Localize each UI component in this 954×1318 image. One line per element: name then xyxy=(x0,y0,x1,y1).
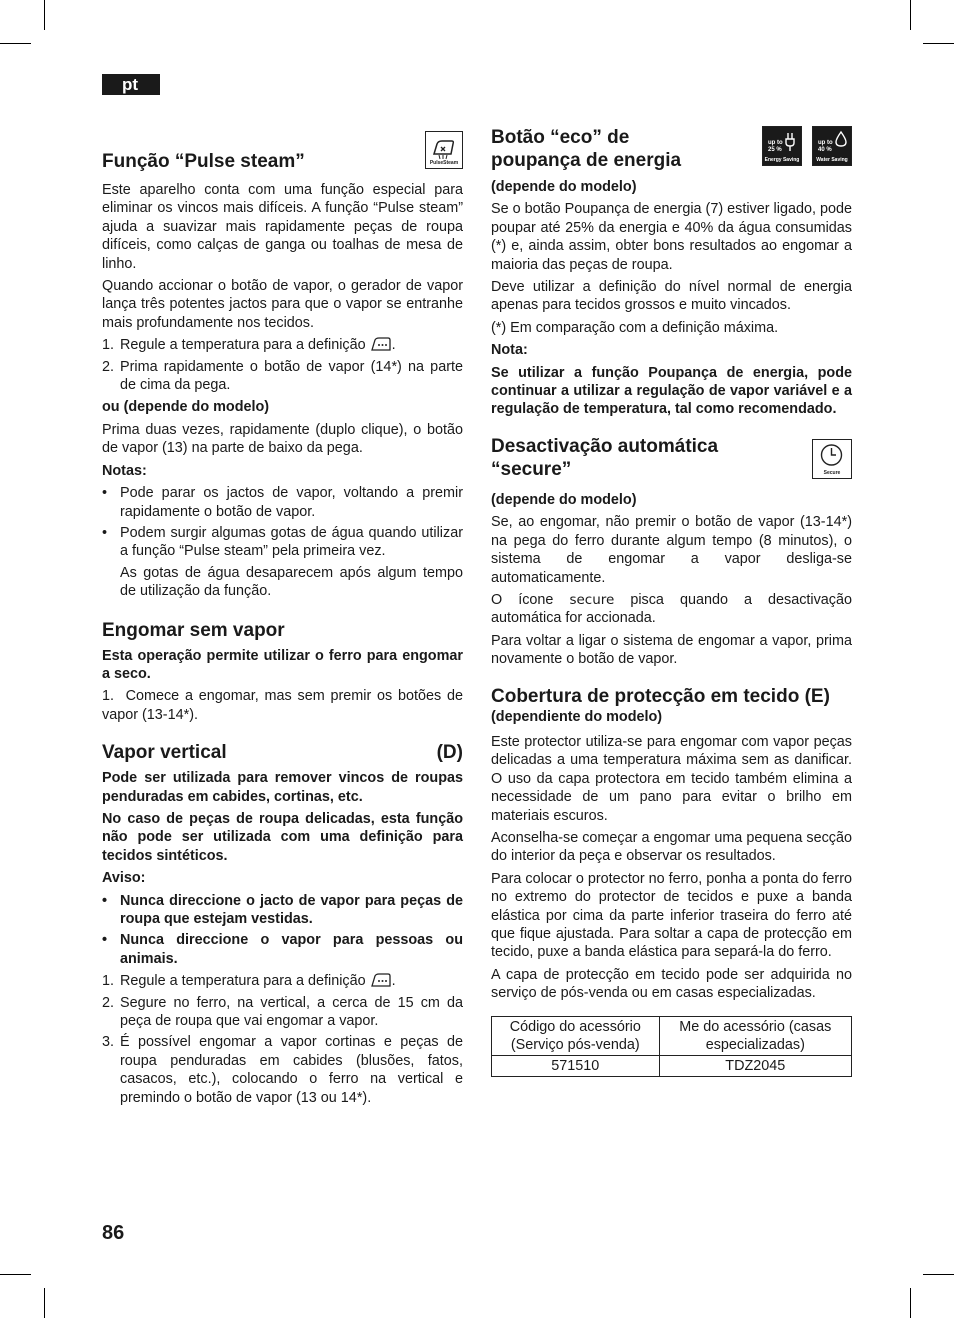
pulse-steam-icon xyxy=(425,131,463,169)
bullet: • xyxy=(102,892,108,909)
vertical-p1: Pode ser utilizada para remover vincos de roupas penduradas em cabides, cortinas, etc. xyxy=(102,770,463,805)
list-item xyxy=(102,994,463,1031)
pulse-p2: Quando accionar o botão de vapor, o gerador de vapor lança três potentes jactos para que o vapor se entranhe mais profundamente nos tecidos. xyxy=(102,278,463,331)
secure-title-line2: “secure” xyxy=(491,458,572,480)
eco-note: Se utilizar a função Poupança de energia, pode continuar a utilizar a regulação de vapor variável e a regulação de temperatura, tal como recomendado. xyxy=(491,364,852,418)
bullet: • xyxy=(102,485,108,502)
crop-mark xyxy=(0,43,31,44)
warning-text: Nunca direccione o jacto de vapor para peças de roupa que estejam vestidas. xyxy=(120,892,463,927)
left-column xyxy=(102,126,463,1111)
cover-p2: Aconselha-se começar a engomar uma pequena secção do interior da peça e observar os resultados. xyxy=(491,829,852,865)
pulse-steam-icon-caption: PulseSteam xyxy=(429,160,459,166)
cover-p1: Este protector utiliza-se para engomar com vapor peças delicadas a uma temperatura máxima sem as danificar. O uso da capa protectora em tecido também elimina a necessidade de um pano para evitar o brilho em materiais escuros. xyxy=(491,733,852,824)
step-text: Segure no ferro, na vertical, a cerca de 15 cm da peça de roupa que vai engomar a vapor. xyxy=(120,994,463,1030)
eco-title-line2: poupança de energia xyxy=(491,150,682,171)
cover-model: (dependiente do modelo) xyxy=(491,708,663,725)
vertical-steam-ref: (D) xyxy=(436,742,463,764)
vertical-warning-label: Aviso: xyxy=(102,870,146,887)
water-saving-caption: Water Saving xyxy=(816,157,848,163)
water-saving-percent: up to 40 % xyxy=(818,140,833,153)
crop-mark xyxy=(44,1288,45,1318)
vertical-steam-heading-row xyxy=(102,741,463,764)
list-item xyxy=(102,524,463,561)
energy-saving-percent: up to 25 % xyxy=(768,140,783,153)
crop-mark xyxy=(923,1274,954,1275)
cover-p3: Para colocar o protector no ferro, ponha a ponta do ferro no extremo do protector de tecidos e puxe a banda elástica por cima da parte inferior traseira do ferro até que fique ajustada. Para soltar a capa de protecção em tecido, puxe a banda elástica para separá-la do ferro. xyxy=(491,870,852,961)
step-number: 1. xyxy=(102,973,115,990)
eco-title-line1: Botão “eco” de xyxy=(491,127,630,148)
pulse-notes xyxy=(102,484,463,561)
dry-intro: Esta operação permite utilizar o ferro para engomar a seco. xyxy=(102,647,463,682)
list-item xyxy=(102,1033,463,1107)
table-row xyxy=(492,1055,852,1076)
table-header-cell: Me do acessório (casas especializadas) xyxy=(659,1016,851,1055)
cover-title: Cobertura de protecção em tecido (E) xyxy=(491,685,830,707)
crop-mark xyxy=(910,0,911,30)
iron-temperature-icon xyxy=(370,336,392,352)
secure-p2 xyxy=(491,591,852,628)
secure-p2-end: pisca quando a desactivação automática for accionada. xyxy=(491,591,852,627)
step-number: 2. xyxy=(102,358,115,375)
eco-model: (depende do modelo) xyxy=(491,179,637,195)
page-number: 86 xyxy=(102,1222,125,1244)
step-number: 3. xyxy=(102,1034,115,1051)
vertical-warnings xyxy=(102,892,463,969)
pulse-or-model: ou (depende do modelo) xyxy=(102,399,270,416)
accessory-table xyxy=(491,1016,852,1077)
secure-model: (depende do modelo) xyxy=(491,491,637,508)
pulse-p3: Prima duas vezes, rapidamente (duplo clique), o botão de vapor (13) na parte de baixo da pega. xyxy=(102,421,463,457)
pulse-note3: As gotas de água desaparecem após algum tempo de utilização da função. xyxy=(120,564,463,600)
pulse-steam-title: Função “Pulse steam” xyxy=(102,151,305,172)
energy-saving-caption: Energy Saving xyxy=(764,157,800,163)
secure-heading-row xyxy=(491,435,852,481)
pulse-notes-label: Notas: xyxy=(102,462,147,479)
table-header-cell: Código do acessório (Serviço pós-venda) xyxy=(492,1016,660,1055)
language-tab: pt xyxy=(102,74,160,95)
step-number: 1. xyxy=(102,688,115,705)
step-text: Regule a temperatura para a definição xyxy=(120,973,366,990)
eco-p2: Deve utilizar a definição do nível normal de energia apenas para tecidos grossos e muito vincados. xyxy=(491,279,852,314)
list-item xyxy=(102,358,463,395)
energy-saving-icon xyxy=(762,126,802,166)
secure-icon-caption: Secure xyxy=(823,469,841,476)
eco-note-label: Nota: xyxy=(491,342,528,359)
step-text: Prima rapidamente o botão de vapor (14*) na parte de cima da pega. xyxy=(120,358,463,394)
note-text: Podem surgir algumas gotas de água quando utilizar a função “Pulse steam” pela primeira vez. xyxy=(120,524,463,560)
secure-p2-start: O ícone xyxy=(491,591,554,608)
right-column xyxy=(491,126,852,1077)
secure-title xyxy=(491,435,718,481)
list-item: 1. Regule a temperatura para a definição . xyxy=(102,973,396,990)
list-item xyxy=(102,892,463,929)
step-text: É possível engomar a vapor cortinas e peças de roupa penduradas em cabides (blusões, fatos, casacos, etc.), colocando o ferro na vertical e premindo o botão de vapor (13 ou 14*). xyxy=(120,1034,463,1106)
secure-clock-icon xyxy=(812,439,852,479)
vertical-p2: No caso de peças de roupa delicadas, esta função não pode ser utilizada com uma definição para tecidos sintéticos. xyxy=(102,810,463,864)
pulse-steps xyxy=(102,336,463,394)
note-text: Pode parar os jactos de vapor, voltando a premir rapidamente o botão de vapor. xyxy=(120,485,463,520)
secure-display-word: secure xyxy=(569,591,615,608)
list-item xyxy=(102,931,463,968)
crop-mark xyxy=(0,1274,31,1275)
bullet: • xyxy=(102,932,108,949)
vertical-steps xyxy=(102,972,463,1107)
table-cell: TDZ2045 xyxy=(659,1055,851,1076)
water-saving-icon xyxy=(812,126,852,166)
dry-ironing-title: Engomar sem vapor xyxy=(102,619,285,641)
warning-text: Nunca direccione o vapor para pessoas ou animais. xyxy=(120,932,463,967)
list-item xyxy=(102,484,463,521)
table-row xyxy=(492,1016,852,1055)
crop-mark xyxy=(923,43,954,44)
list-item: 1. Regule a temperatura para a definição . xyxy=(102,337,396,354)
secure-p3: Para voltar a ligar o sistema de engomar a vapor, prima novamente o botão de vapor. xyxy=(491,632,852,668)
eco-title xyxy=(491,126,681,172)
pulse-steam-heading-row xyxy=(102,126,463,173)
step-number: 2. xyxy=(102,994,115,1011)
bullet: • xyxy=(102,524,108,541)
step-text: Regule a temperatura para a definição xyxy=(120,337,366,354)
secure-title-line1: Desactivação automática xyxy=(491,435,719,457)
dry-step1 xyxy=(102,687,463,724)
step-number: 1. xyxy=(102,337,115,354)
vertical-steam-title: Vapor vertical xyxy=(102,742,227,764)
eco-heading-row xyxy=(491,126,852,172)
table-cell: 571510 xyxy=(492,1055,660,1076)
eco-p3: (*) Em comparação com a definição máxima. xyxy=(491,319,779,336)
pulse-p1: Este aparelho conta com uma função especial para eliminar os vincos mais difíceis. A função “Pulse steam” ajuda a suavizar mais rapidamente peças de roupa difíceis, como calças de ganga ou toalhas de mesa de linho. xyxy=(102,182,463,272)
crop-mark xyxy=(44,0,45,30)
cover-p4: A capa de protecção em tecido pode ser adquirida no serviço de pós-venda ou em casas especializadas. xyxy=(491,966,852,1002)
eco-icons xyxy=(762,126,852,166)
iron-temperature-icon xyxy=(370,972,392,988)
crop-mark xyxy=(910,1288,911,1318)
eco-p1: Se o botão Poupança de energia (7) estiver ligado, pode poupar até 25% da energia e 40% da água consumidas (*) e, ainda assim, obter bons resultados ao engomar a maioria das peças de roupa. xyxy=(491,201,852,273)
step-text: Comece a engomar, mas sem premir os botões de vapor (13-14*). xyxy=(102,688,464,723)
secure-p1: Se, ao engomar, não premir o botão de vapor (13-14*) na pega do ferro durante algum tempo (8 minutos), o sistema de engomar a vapor desliga-se automaticamente. xyxy=(491,514,852,586)
